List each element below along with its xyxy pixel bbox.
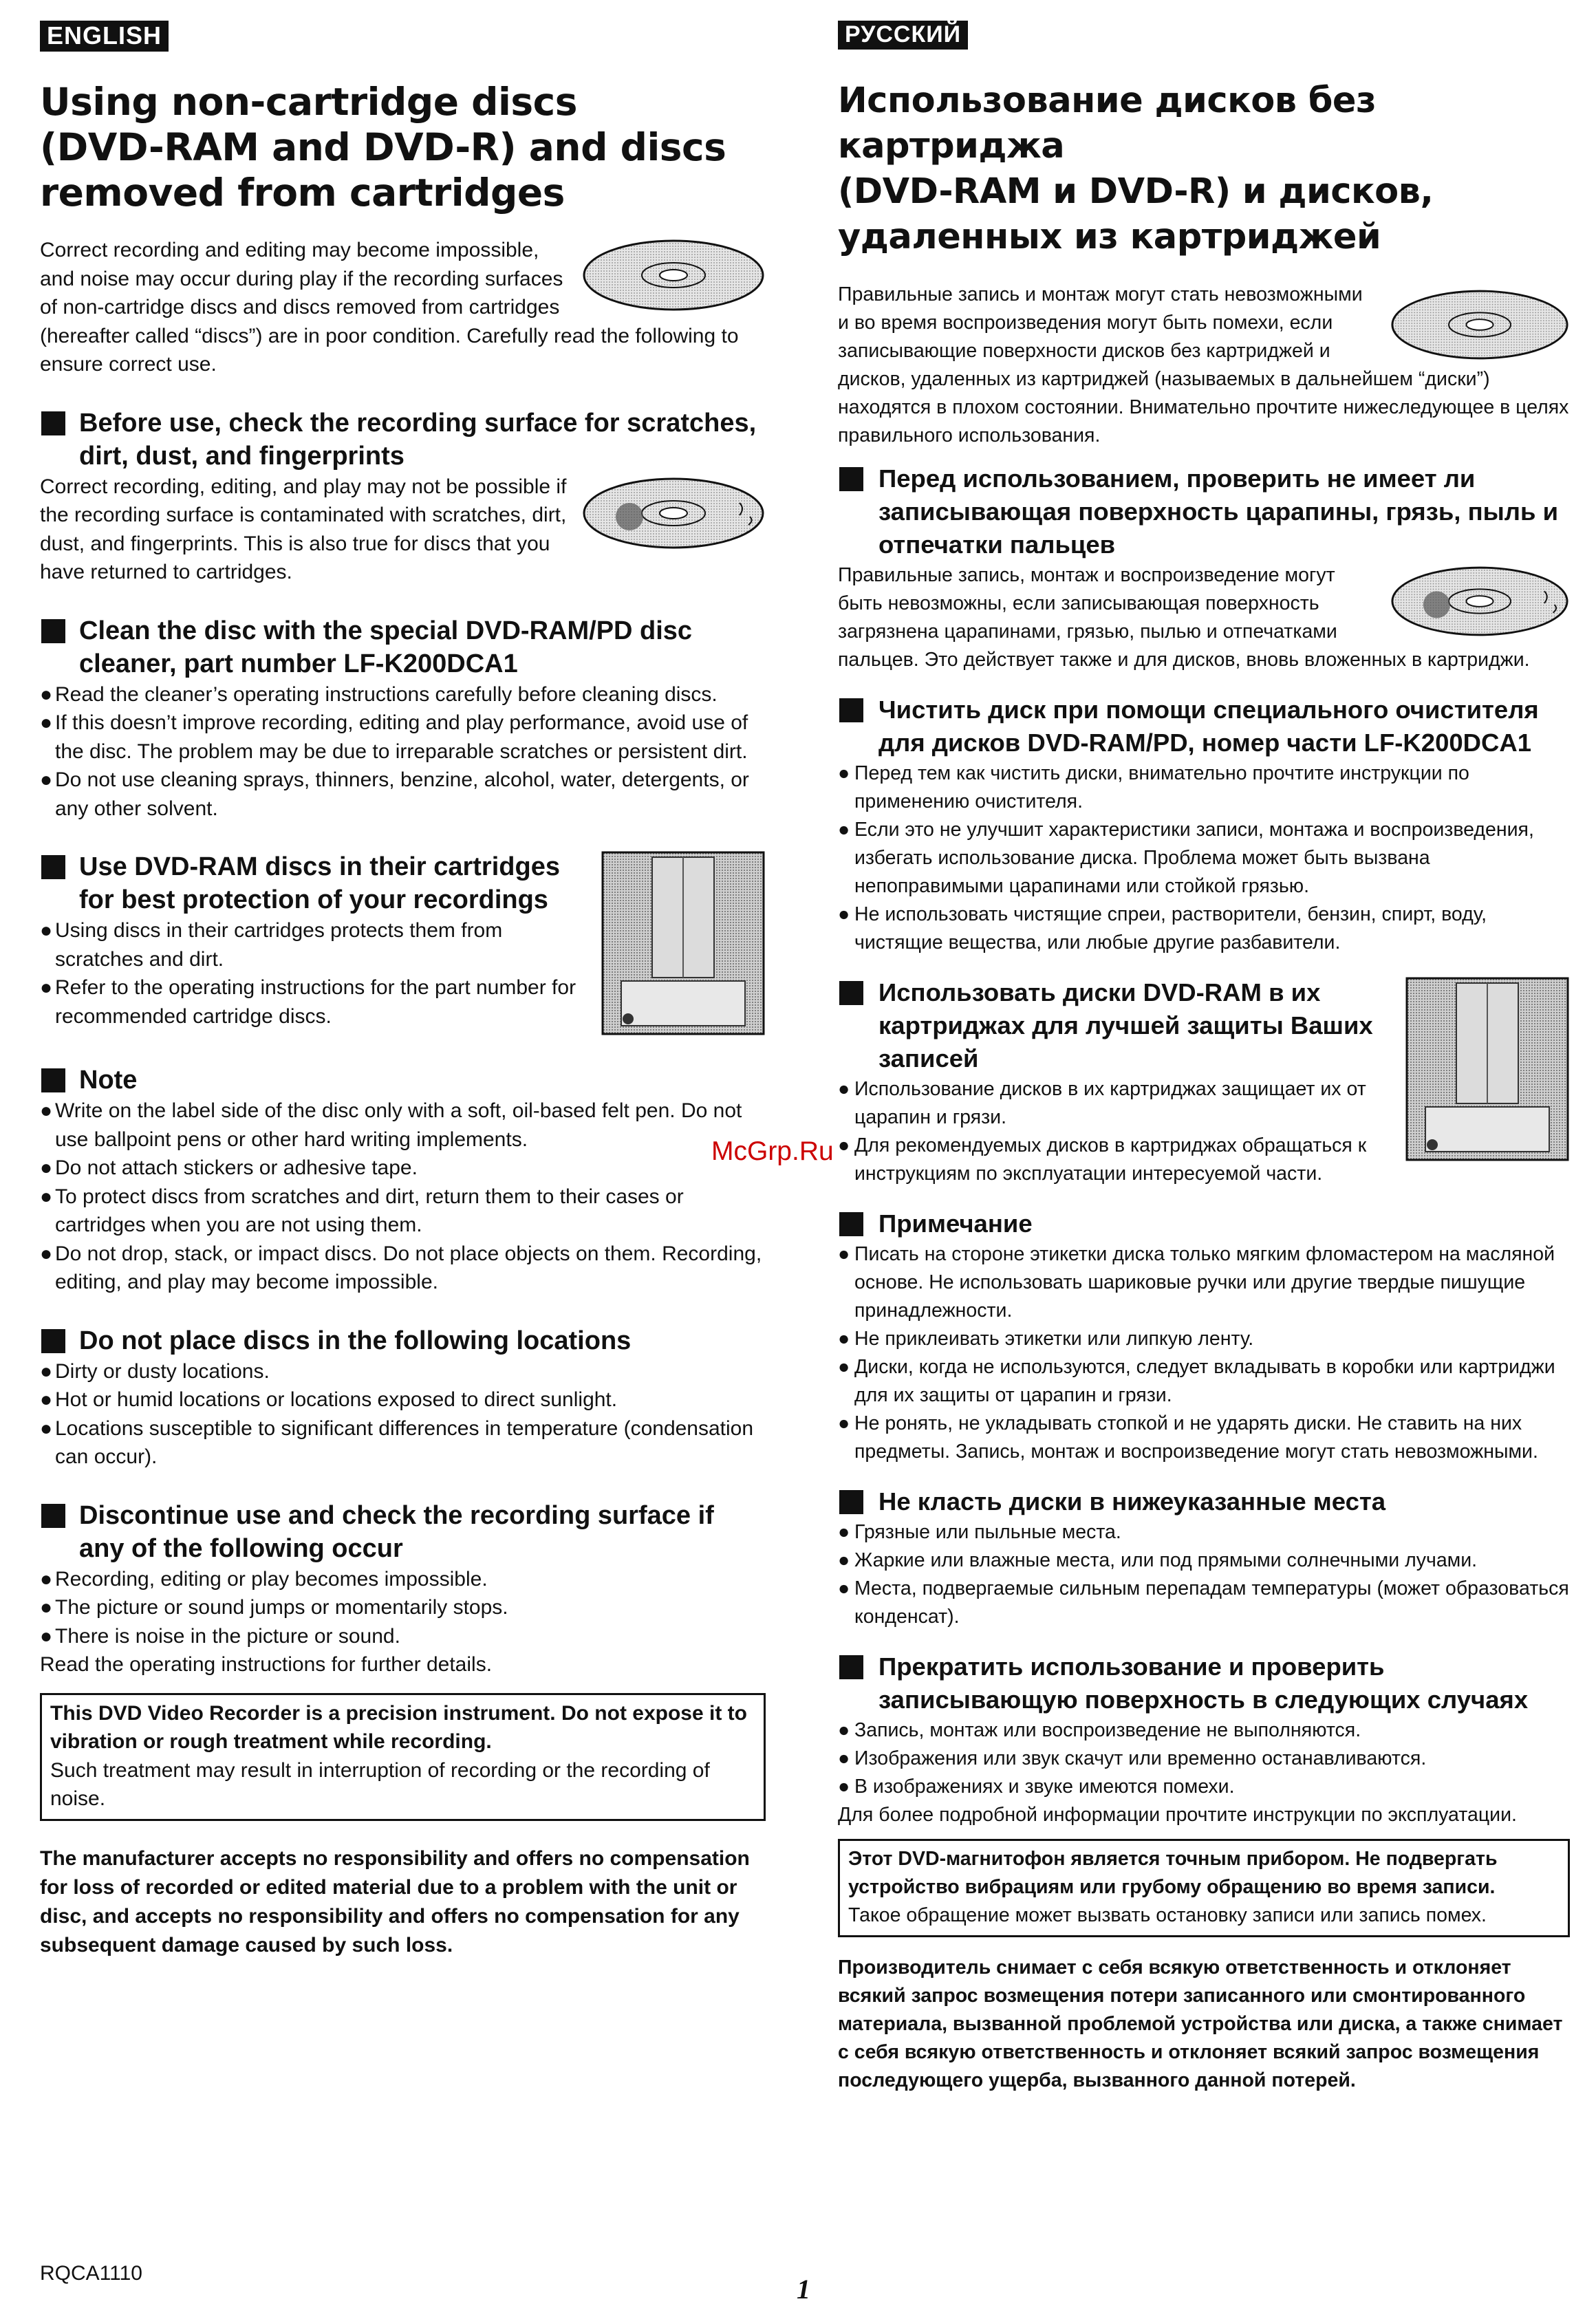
section-locations: [40, 1324, 766, 1472]
heading-square-icon: [41, 619, 65, 643]
bullet-list: [40, 1357, 766, 1472]
language-tag-english: ENGLISH: [40, 21, 169, 52]
list-item: ● If this doesn’t improve recording, editing and play performance, avoid use of the disc. The problem may be due to irreparable scratches or persistent dirt.: [40, 711, 748, 763]
list-item: ● Read the cleaner’s operating instructions carefully before cleaning discs.: [40, 682, 718, 706]
heading-square-icon: [839, 1490, 863, 1514]
list-item: ● Писать на стороне этикетки диска только мягким фломастером на масляной основе. Не использовать шариковые ручки или другие твердые пишущие принадлежности.: [838, 1243, 1555, 1322]
heading-square-icon: [41, 1068, 65, 1092]
page-title-english: [40, 79, 766, 215]
section-heading: Прекратить использование и проверить записывающую поверхность в следующих случаях: [838, 1650, 1570, 1716]
heading-square-icon: [839, 698, 863, 722]
list-item: ● Dirty or dusty locations.: [40, 1359, 270, 1383]
list-item: ● Do not drop, stack, or impact discs. Do not place objects on them. Recording, editing, and play may become impossible.: [40, 1242, 762, 1293]
list-item: ● Запись, монтаж или воспроизведение не выполняются.: [838, 1719, 1361, 1741]
list-item: ● Места, подвергаемые сильным перепадам температуры (может образоваться конденсат).: [838, 1577, 1569, 1628]
disc-illustration: [1390, 288, 1570, 362]
disclaimer-text: Производитель снимает с себя всякую ответственность и отклоняет всякий запрос возмещения потери записанного или смонтированного материала, вызванной проблемой устройства или диска, а также снимает с себя всякую ответственность и отклоняет всякий запрос возмещения последующего ущерба, вызванного данной потерей.: [838, 1957, 1563, 2091]
page-number: 1: [797, 2274, 810, 2305]
section-heading: Использовать диски DVD-RAM в их картриджах для лучшей защиты Ваших записей: [838, 976, 1570, 1075]
page-title-russian: [838, 78, 1570, 260]
intro-block: [838, 281, 1570, 450]
heading-square-icon: [839, 1212, 863, 1236]
section-heading: Не класть диски в нижеуказанные места: [838, 1485, 1570, 1518]
section-note: [838, 1207, 1570, 1466]
bullet-list: [838, 1716, 1570, 1801]
section-heading: Before use, check the recording surface for scratches, dirt, dust, and fingerprints: [40, 407, 766, 473]
bullet-list: [838, 1240, 1570, 1466]
intro-text: Correct recording and editing may become impossible, and noise may occur during play if the recording surfaces of non-cartridge discs and discs removed from cartridges (hereafter called “discs”) are in poor condition. Carefully read the following to ensure correct use.: [40, 239, 739, 376]
warning-strong-text: Этот DVD-магнитофон является точным прибором. Не подвергать устройство вибрациям или грубому обращению во время записи.: [848, 1848, 1498, 1898]
heading-square-icon: [41, 1504, 65, 1528]
heading-square-icon: [41, 1329, 65, 1353]
section-cartridges: [838, 976, 1570, 1188]
title-line: Using non-cartridge discs: [40, 80, 577, 124]
list-item: ● There is noise in the picture or sound.: [40, 1624, 400, 1648]
title-line: удаленных из картриджей: [838, 217, 1381, 257]
bullet-list: [40, 916, 766, 1031]
section-text: Правильные запись, монтаж и воспроизведение могут быть невозможны, если записывающая поверхность загрязнена царапинами, грязью, пылью и отпечатками пальцев. Это действует также и для дисков, вновь вложенных в картриджи.: [838, 564, 1530, 671]
section-check-surface: [40, 407, 766, 587]
list-item: ● Если это не улучшит характеристики записи, монтажа и воспроизведения, избегать использование диска. Проблема может быть вызвана непоправимыми царапинами или стойкой грязью.: [838, 819, 1534, 897]
heading-square-icon: [839, 1655, 863, 1679]
section-text: Read the operating instructions for further details.: [40, 1653, 493, 1676]
disc-illustration: [581, 237, 766, 313]
heading-square-icon: [839, 467, 863, 491]
title-line: Использование дисков без картриджа: [838, 80, 1377, 166]
section-heading: Use DVD-RAM discs in their cartridges for best protection of your recordings: [40, 850, 766, 916]
list-item: ● Recording, editing or play becomes impossible.: [40, 1567, 488, 1591]
document-code: RQCA1110: [40, 2262, 142, 2285]
bullet-list: [838, 1518, 1570, 1631]
section-locations: [838, 1485, 1570, 1631]
intro-block: [40, 236, 766, 379]
bullet-list: [838, 759, 1570, 957]
list-item: ● Диски, когда не используются, следует вкладывать в коробки или картриджи для их защиты от царапин и грязи.: [838, 1356, 1555, 1406]
list-item: ● To protect discs from scratches and dirt, return them to their cases or cartridges when you are not using them.: [40, 1185, 684, 1236]
title-line: (DVD-RAM и DVD-R) и дисков,: [838, 171, 1434, 212]
list-item: ● Изображения или звук скачут или временно останавливаются.: [838, 1747, 1427, 1769]
list-item: ● Write on the label side of the disc only with a soft, oil-based felt pen. Do not use ballpoint pens or other hard writing implements.: [40, 1099, 742, 1151]
section-heading: Do not place discs in the following locations: [40, 1324, 766, 1357]
section-cartridges: [40, 850, 766, 1036]
list-item: ● В изображениях и звуке имеются помехи.: [838, 1776, 1235, 1798]
disclaimer-text: The manufacturer accepts no responsibility and offers no compensation for loss of recorded or edited material due to a problem with the unit or disc, and accepts no responsibility and offers no compensation for any subsequent damage caused by such loss.: [40, 1846, 750, 1957]
list-item: ● Использование дисков в их картриджах защищает их от царапин и грязи.: [838, 1078, 1366, 1128]
list-item: ● Не приклеивать этикетки или липкую ленту.: [838, 1328, 1254, 1350]
language-tag-russian: РУССКИЙ: [838, 21, 968, 50]
bullet-list: [40, 1097, 766, 1297]
heading-square-icon: [41, 855, 65, 879]
english-column: [40, 21, 766, 1960]
heading-square-icon: [41, 411, 65, 435]
list-item: ● Не ронять, не укладывать стопкой и не ударять диски. Не ставить на них предметы. Запись, монтаж и воспроизведение могут стать невозможными.: [838, 1412, 1538, 1463]
heading-square-icon: [839, 981, 863, 1005]
section-text: Для более подробной информации прочтите инструкции по эксплуатации.: [838, 1804, 1517, 1826]
russian-column: [838, 21, 1570, 2095]
section-text: Correct recording, editing, and play may not be possible if the recording surface is contaminated with scratches, dirt, dust, and fingerprints. This is also true for discs that you have returned to cartridges.: [40, 475, 567, 583]
watermark: McGrp.Ru: [711, 1136, 834, 1166]
section-heading: Clean the disc with the special DVD-RAM/PD disc cleaner, part number LF-K200DCA1: [40, 614, 766, 680]
warning-strong-text: This DVD Video Recorder is a precision instrument. Do not expose it to vibration or rough treatment while recording.: [50, 1701, 747, 1753]
list-item: ● Hot or humid locations or locations exposed to direct sunlight.: [40, 1388, 618, 1411]
section-discontinue: [40, 1499, 766, 1679]
section-clean-disc: [838, 693, 1570, 957]
bullet-list: [40, 1565, 766, 1651]
list-item: ● Перед тем как чистить диски, внимательно прочтите инструкции по применению очистителя.: [838, 762, 1469, 812]
intro-text: Правильные запись и монтаж могут стать невозможными и во время воспроизведения могут быть помехи, если записывающие поверхности дисков без картриджей и дисков, удаленных из картриджей (называемых в дальнейшем “диски”) находятся в плохом состоянии. Внимательно прочтите нижеследующее в целях правильного использования.: [838, 283, 1569, 446]
section-heading: Note: [40, 1064, 766, 1097]
title-line: removed from cartridges: [40, 171, 565, 215]
section-heading: Чистить диск при помощи специального очистителя для дисков DVD-RAM/PD, номер части LF-K200DCA1: [838, 693, 1570, 759]
list-item: ● Do not use cleaning sprays, thinners, benzine, alcohol, water, detergents, or any other solvent.: [40, 768, 749, 820]
list-item: ● Using discs in their cartridges protects them from scratches and dirt.: [40, 919, 503, 971]
section-heading: Discontinue use and check the recording surface if any of the following occur: [40, 1499, 766, 1565]
section-heading: Примечание: [838, 1207, 1570, 1240]
warning-text: Такое обращение может вызвать остановку записи или запись помех.: [848, 1904, 1487, 1926]
warning-text: Such treatment may result in interruption of recording or the recording of noise.: [50, 1758, 710, 1810]
section-discontinue: [838, 1650, 1570, 1829]
list-item: ● Do not attach stickers or adhesive tape.: [40, 1156, 418, 1179]
precision-warning-box: [838, 1839, 1570, 1937]
list-item: ● Для рекомендуемых дисков в картриджах обращаться к инструкциям по эксплуатации интересуемой части.: [838, 1134, 1367, 1185]
section-check-surface: [838, 462, 1570, 674]
list-item: ● Locations susceptible to significant differences in temperature (condensation can occur).: [40, 1416, 754, 1468]
list-item: ● Refer to the operating instructions for the part number for recommended cartridge discs.: [40, 976, 576, 1028]
list-item: ● Жаркие или влажные места, или под прямыми солнечными лучами.: [838, 1549, 1478, 1571]
list-item: ● The picture or sound jumps or momentarily stops.: [40, 1596, 508, 1619]
precision-warning-box: [40, 1693, 766, 1821]
dirty-disc-illustration: [1390, 564, 1570, 638]
bullet-list: [838, 1075, 1570, 1188]
list-item: ● Не использовать чистящие спреи, растворители, бензин, спирт, воду, чистящие вещества, или любые другие разбавители.: [838, 903, 1487, 953]
dirty-disc-illustration: [581, 475, 766, 551]
section-heading: Перед использованием, проверить не имеет ли записывающая поверхность царапины, грязь, пыль и отпечатки пальцев: [838, 462, 1570, 561]
section-note: [40, 1064, 766, 1297]
section-clean-disc: [40, 614, 766, 823]
title-line: (DVD-RAM and DVD-R) and discs: [40, 125, 726, 169]
bullet-list: [40, 680, 766, 823]
list-item: ● Грязные или пыльные места.: [838, 1521, 1121, 1543]
